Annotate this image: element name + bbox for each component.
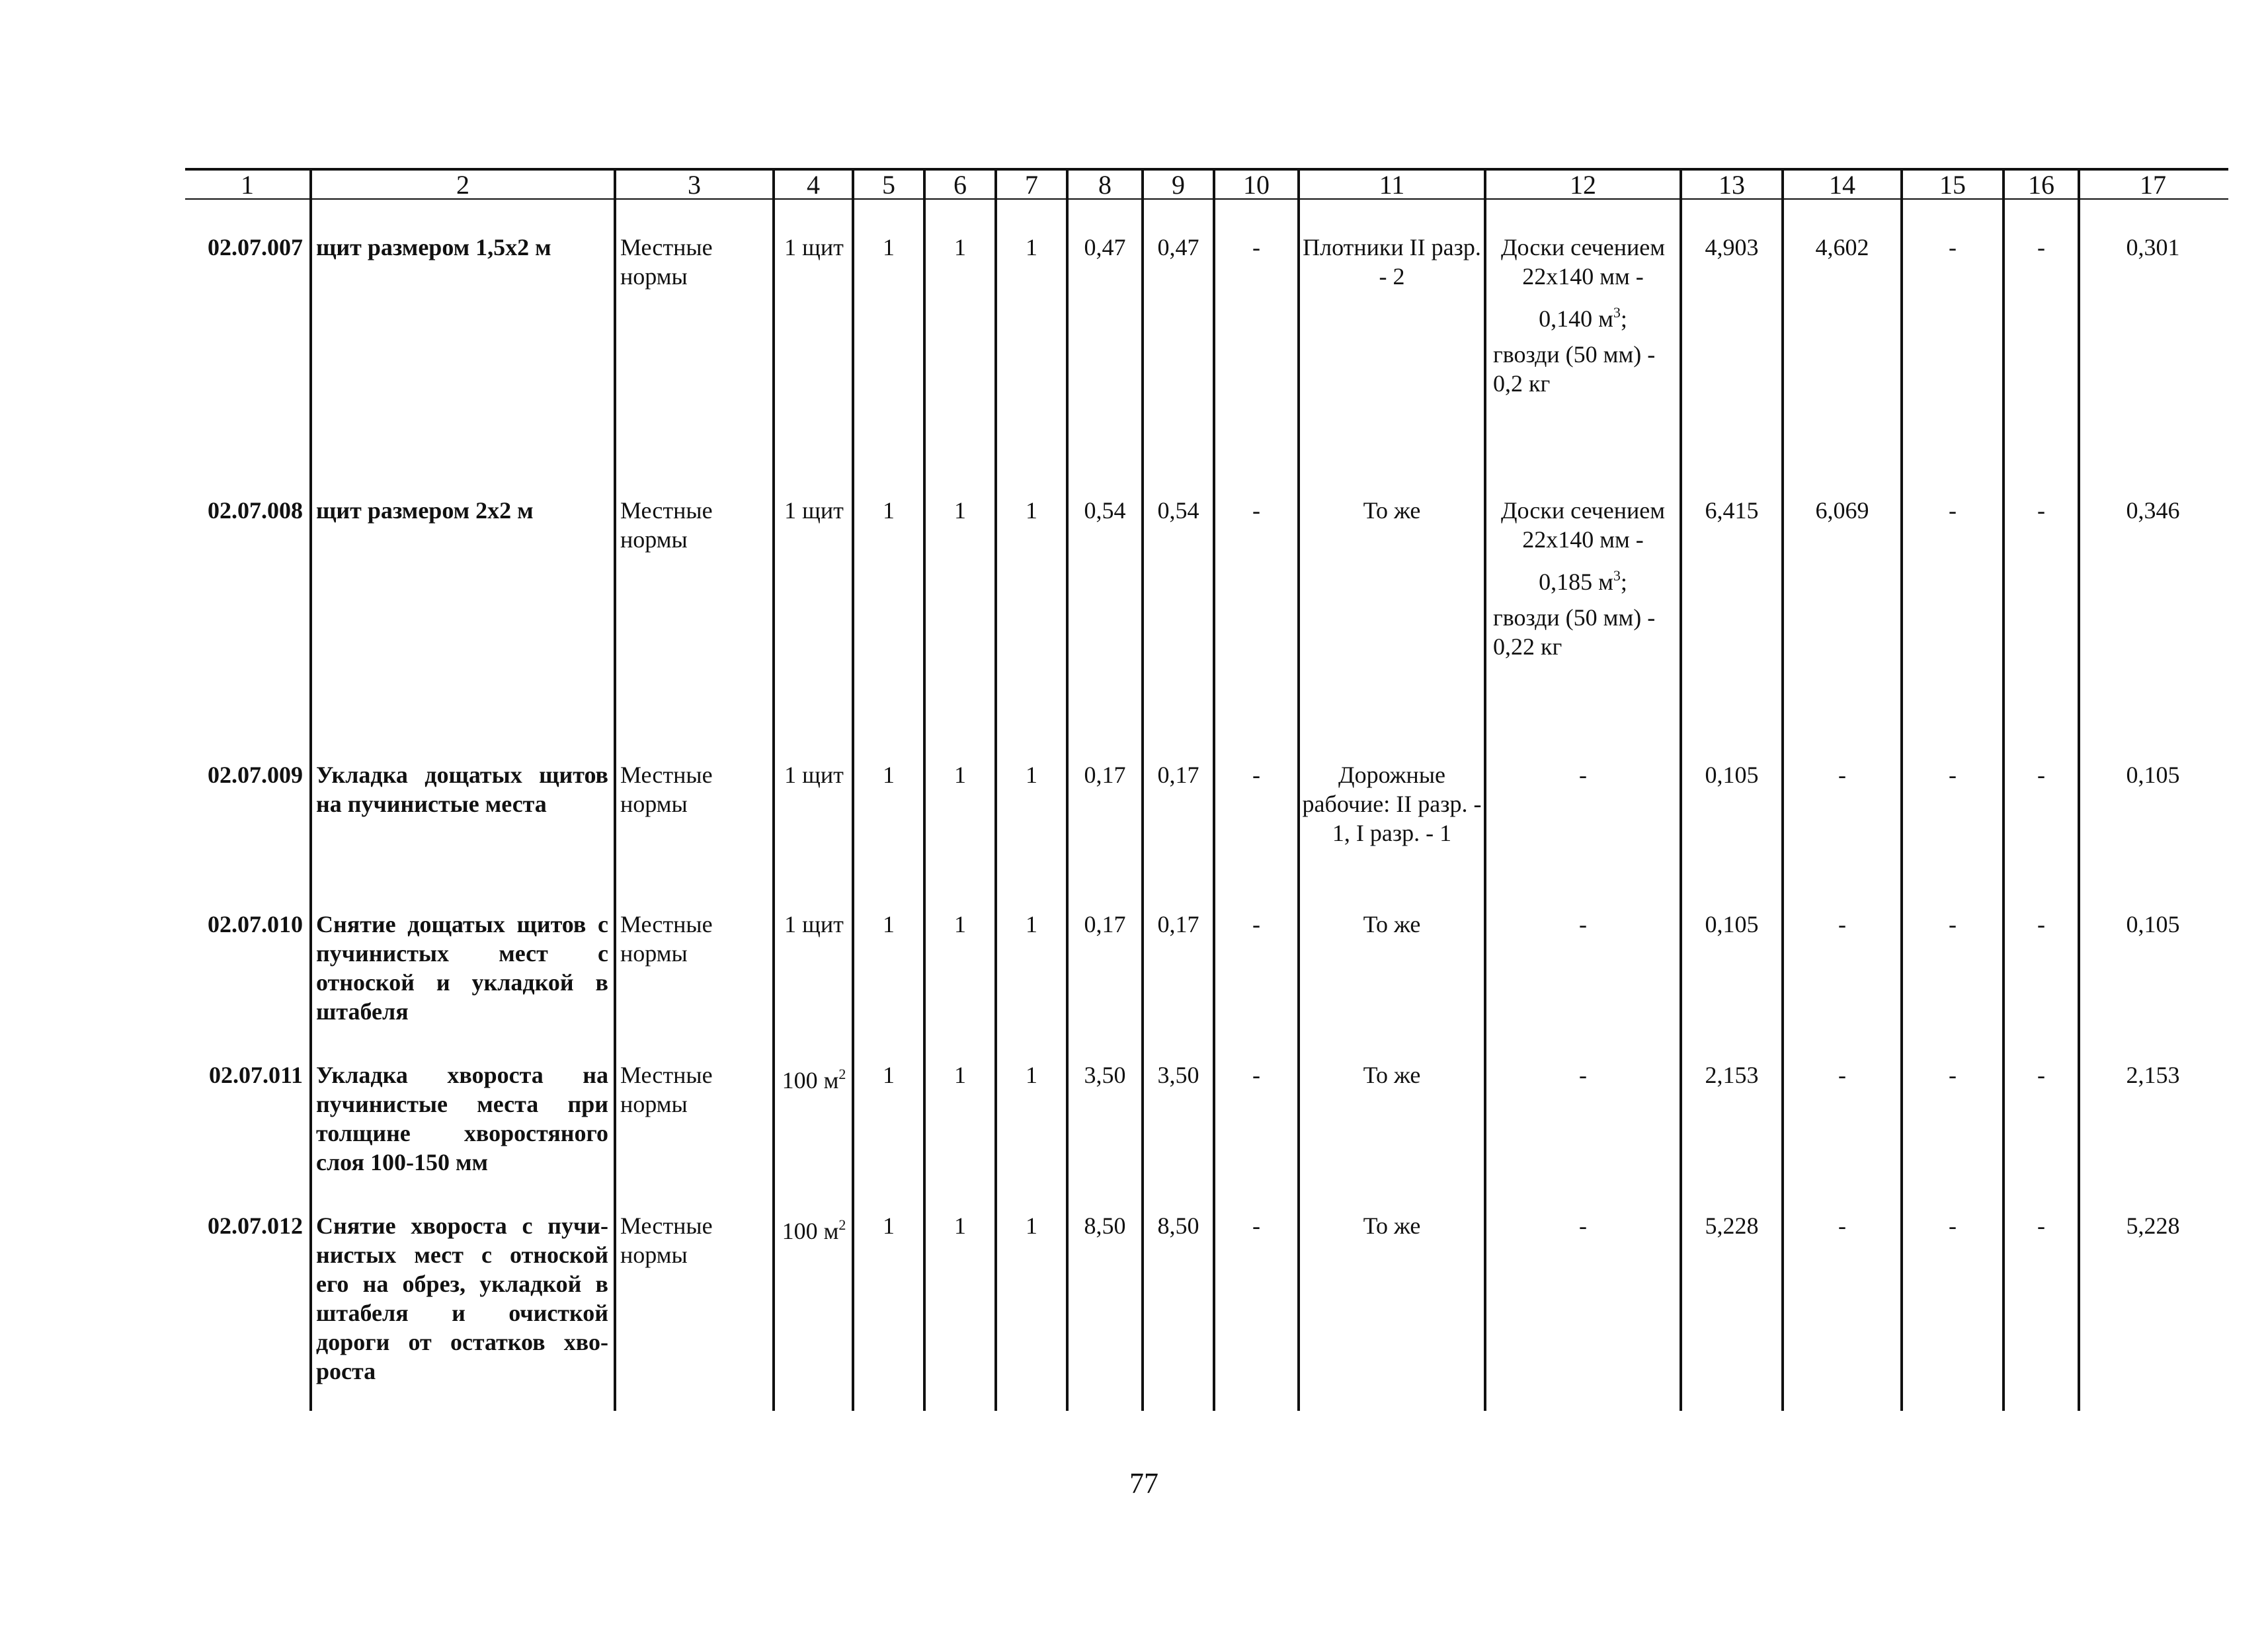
row-col-5: 1	[883, 1212, 895, 1239]
row-col-5: 1	[883, 911, 895, 937]
row-work-name: щит размером 1,5х2 м	[316, 234, 551, 260]
row-col-9: 8,50	[1157, 1212, 1199, 1239]
row-col-6: 1	[954, 497, 966, 524]
row-col-16: -	[2037, 497, 2045, 524]
row-unit: 1 щит	[784, 497, 844, 524]
materials-main: Доски сечением 22х140 мм -	[1500, 234, 1666, 290]
row-col-9: 0,54	[1157, 497, 1199, 524]
row-materials: -	[1579, 762, 1587, 788]
col-sep-2-3	[614, 168, 616, 1411]
row-col-5: 1	[883, 762, 895, 788]
col-sep-3-4	[772, 168, 775, 1411]
row-col-17: 0,105	[2126, 762, 2180, 788]
row-unit: 1 щит	[784, 762, 844, 788]
row-col-13: 6,415	[1705, 497, 1759, 524]
header-col-16: 16	[2028, 170, 2054, 200]
row-col-13: 0,105	[1705, 911, 1759, 937]
row-code: 02.07.010	[208, 911, 303, 937]
row-materials	[1486, 233, 1680, 398]
row-norm-source: Местные нормы	[620, 762, 713, 817]
row-col-10: -	[1252, 1062, 1260, 1088]
row-col-7: 1	[1026, 1212, 1037, 1239]
row-col-9: 0,47	[1157, 234, 1199, 260]
row-col-10: -	[1252, 1212, 1260, 1239]
row-col-15: -	[1949, 234, 1957, 260]
row-norm-source: Местные нормы	[620, 911, 713, 967]
row-materials	[1486, 496, 1680, 661]
header-col-9: 9	[1172, 170, 1185, 200]
row-code: 02.07.008	[208, 497, 303, 524]
row-materials: -	[1579, 1062, 1587, 1088]
row-col-5: 1	[883, 497, 895, 524]
row-col-15: -	[1949, 762, 1957, 788]
row-col-16: -	[2037, 762, 2045, 788]
row-col-16: -	[2037, 911, 2045, 937]
page-number: 77	[1129, 1467, 1158, 1499]
row-col-15: -	[1949, 497, 1957, 524]
row-col-8: 3,50	[1084, 1062, 1126, 1088]
materials-main: Доски сечением 22х140 мм -	[1500, 497, 1666, 553]
row-col-10: -	[1252, 497, 1260, 524]
row-col-13: 0,105	[1705, 762, 1759, 788]
row-col-16: -	[2037, 1062, 2045, 1088]
row-col-14: -	[1838, 911, 1846, 937]
row-workers: Дорожные рабочие: II разр. - 1, I разр. - 1	[1302, 762, 1482, 846]
materials-extra-qty: 0,2 кг	[1493, 370, 1551, 397]
header-col-5: 5	[882, 170, 895, 200]
row-code: 02.07.012	[208, 1212, 303, 1239]
materials-qty: 0,140 $м^3$;	[1539, 304, 1627, 332]
row-col-7: 1	[1026, 234, 1037, 260]
header-col-15: 15	[1939, 170, 1966, 200]
row-norm-source: Местные нормы	[620, 497, 713, 553]
row-col-15: -	[1949, 1212, 1957, 1239]
row-workers: То же	[1363, 1062, 1421, 1088]
row-col-10: -	[1252, 234, 1260, 260]
row-workers: То же	[1363, 497, 1421, 524]
row-col-7: 1	[1026, 762, 1037, 788]
row-col-15: -	[1949, 1062, 1957, 1088]
row-col-14: 6,069	[1815, 497, 1869, 524]
row-col-14: -	[1838, 1062, 1846, 1088]
header-col-8: 8	[1098, 170, 1112, 200]
row-col-6: 1	[954, 1212, 966, 1239]
row-norm-source: Местные нормы	[620, 1062, 713, 1117]
header-col-4: 4	[807, 170, 820, 200]
row-code: 02.07.011	[208, 1062, 303, 1088]
header-col-11: 11	[1379, 170, 1405, 200]
row-col-17: 0,301	[2126, 234, 2180, 260]
header-col-6: 6	[953, 170, 967, 200]
header-col-13: 13	[1719, 170, 1745, 200]
row-col-9: 0,17	[1157, 762, 1199, 788]
materials-extra-qty: 0,22 кг	[1493, 633, 1562, 660]
row-col-5: 1	[883, 234, 895, 260]
row-col-8: 0,47	[1084, 234, 1126, 260]
row-col-16: -	[2037, 234, 2045, 260]
row-materials: -	[1579, 911, 1587, 937]
header-col-2: 2	[456, 170, 469, 200]
row-col-9: 3,50	[1157, 1062, 1199, 1088]
row-code: 02.07.009	[208, 762, 303, 788]
materials-extra: гвозди (50 мм) -	[1493, 604, 1656, 631]
row-col-17: 5,228	[2126, 1212, 2180, 1239]
materials-qty: 0,185 $м^3$;	[1539, 567, 1627, 595]
row-col-6: 1	[954, 234, 966, 260]
row-unit: 100 $м^2$	[782, 1216, 846, 1244]
row-col-15: -	[1949, 911, 1957, 937]
row-col-10: -	[1252, 762, 1260, 788]
materials-extra: гвозди (50 мм) -	[1493, 341, 1656, 368]
row-col-7: 1	[1026, 497, 1037, 524]
header-col-14: 14	[1829, 170, 1855, 200]
header-col-1: 1	[241, 170, 254, 200]
row-workers: Плотники II разр. - 2	[1303, 234, 1481, 290]
row-col-8: 0,54	[1084, 497, 1126, 524]
row-work-name: Снятие дощатых щитов с пучинистых мест с отноской и укладкой в штабеля	[316, 911, 608, 1025]
row-norm-source: Местные нормы	[620, 1212, 713, 1268]
header-col-17: 17	[2140, 170, 2166, 200]
row-col-10: -	[1252, 911, 1260, 937]
row-work-name: Укладка хвороста на пучинистые места при толщине хворостяного слоя 100-150 мм	[316, 1062, 608, 1175]
header-col-10: 10	[1243, 170, 1270, 200]
row-col-14: -	[1838, 762, 1846, 788]
row-col-9: 0,17	[1157, 911, 1199, 937]
header-col-12: 12	[1570, 170, 1596, 200]
row-materials: -	[1579, 1212, 1587, 1239]
row-col-14: -	[1838, 1212, 1846, 1239]
header-col-3: 3	[688, 170, 701, 200]
row-col-8: 0,17	[1084, 762, 1126, 788]
row-col-13: 5,228	[1705, 1212, 1759, 1239]
row-col-8: 8,50	[1084, 1212, 1126, 1239]
col-sep-1-2	[309, 168, 312, 1411]
row-col-5: 1	[883, 1062, 895, 1088]
row-norm-source: Местные нормы	[620, 234, 713, 290]
row-unit: 100 $м^2$	[782, 1066, 846, 1093]
row-col-17: 0,105	[2126, 911, 2180, 937]
row-col-6: 1	[954, 1062, 966, 1088]
row-col-16: -	[2037, 1212, 2045, 1239]
row-col-6: 1	[954, 762, 966, 788]
row-workers: То же	[1363, 1212, 1421, 1239]
header-col-7: 7	[1025, 170, 1038, 200]
row-code: 02.07.007	[208, 234, 303, 260]
row-col-7: 1	[1026, 911, 1037, 937]
row-col-14: 4,602	[1815, 234, 1869, 260]
row-col-17: 0,346	[2126, 497, 2180, 524]
row-col-8: 0,17	[1084, 911, 1126, 937]
row-col-6: 1	[954, 911, 966, 937]
row-work-name: Укладка дощатых щитов на пучинистые места	[316, 762, 608, 817]
row-col-13: 4,903	[1705, 234, 1759, 260]
row-workers: То же	[1363, 911, 1421, 937]
row-unit: 1 щит	[784, 234, 844, 260]
row-unit: 1 щит	[784, 911, 844, 937]
row-work-name: Снятие хвороста с пучи-нистых мест с отноской его на обрез, укладкой в штабеля и очисткой дороги от остатков хво-роста	[316, 1212, 608, 1384]
row-work-name: щит размером 2х2 м	[316, 497, 534, 524]
row-col-13: 2,153	[1705, 1062, 1759, 1088]
row-col-17: 2,153	[2126, 1062, 2180, 1088]
row-col-7: 1	[1026, 1062, 1037, 1088]
